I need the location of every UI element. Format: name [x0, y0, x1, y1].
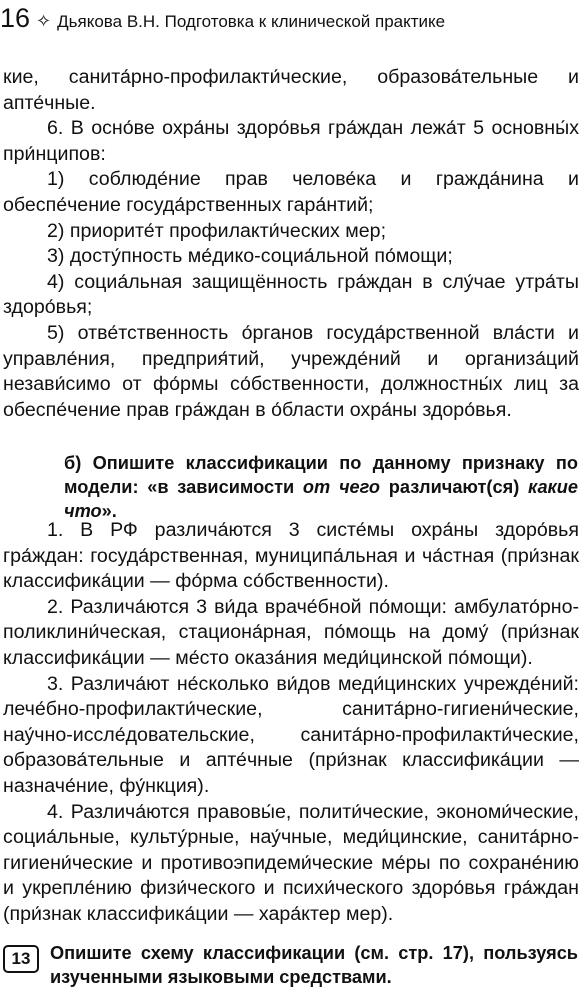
- paragraph: 4) социа́льная защищённость гра́ждан в слу́чае утра́ты здоро́вья;: [3, 270, 579, 319]
- text-block-principles: [3, 65, 579, 423]
- text-block-classifications: [3, 518, 579, 928]
- page-number: 16: [0, 3, 31, 33]
- paragraph: 1. В РФ различа́ются 3 систе́мы охра́ны здоро́вья гра́ждан: госуда́рственная, муниципа́льная и ча́стная (при́знак классифика́ции — фо́рма со́бственности).: [3, 519, 579, 593]
- task-text: ».: [101, 501, 117, 521]
- task-13-instruction: Опишите схему классификации (см. стр. 17), пользуясь изученными языковыми средствами.: [50, 943, 578, 987]
- task-b-instruction: [64, 451, 578, 523]
- task-text: б) Опишите классификации по данному признаку по модели: «в зависимости: [64, 453, 578, 497]
- paragraph: кие, санита́рно-профилакти́ческие, образова́тельные и апте́чные.: [3, 66, 579, 114]
- paragraph: 1) соблюде́ние прав челове́ка и гражда́нина и обеспе́чение госуда́рственных гара́нтий;: [3, 168, 579, 216]
- paragraph: 2) приорите́т профилакти́ческих мер;: [47, 219, 387, 242]
- running-title: Дьякова В.Н. Подготовка к клинической практике: [57, 12, 446, 31]
- task-emphasis: от чего: [302, 477, 381, 497]
- task-number-badge: 13: [3, 945, 39, 973]
- page-header: [0, 3, 445, 33]
- paragraph: 4. Различа́ются правовы́е, полити́ческие, экономи́ческие, социа́льные, культу́рные, нау́чные, меди́цинские, санита́рно-гигиени́ческие и противоэпидеми́ческие ме́ры по сохране́нию и укрепле́нию физи́ческого и психи́ческого здоро́вья гра́ждан (при́знак классифика́ции — хара́ктер мер).: [3, 800, 579, 925]
- paragraph: 3. Различа́ют не́сколько ви́дов меди́цинских учрежде́ний: лече́бно-профилакти́ческие, санита́рно-гигиени́ческие, нау́чно-иссле́довательские, санита́рно-профилакти́ческие, образова́тельные и апте́чные (при́знак классифика́ции — назначе́ние, фу́нкция).: [3, 672, 579, 797]
- paragraph: 6. В осно́ве охра́ны здоро́вья гра́ждан лежа́т 5 основны́х при́нципов:: [3, 117, 579, 165]
- paragraph: 3) досту́пность ме́дико-социа́льной по́мощи;: [47, 245, 453, 268]
- task-text: различают(ся): [380, 477, 528, 497]
- paragraph: 2. Различа́ются 3 ви́да враче́бной по́мощи: амбулато́рно-поликлини́ческая, стациона́рная, по́мощь на дому́ (при́знак классифика́ции — ме́сто оказа́ния меди́цинской по́мощи).: [3, 595, 579, 669]
- task-emphasis: какие что: [64, 477, 578, 521]
- star-icon: ✧: [36, 11, 52, 31]
- paragraph: 5) отве́тственность о́рганов госуда́рственной вла́сти и управле́ния, предприя́тий, учрежде́ний и организа́ций незави́симо от фо́рмы со́бственности, должностны́х лиц за обеспе́чение прав гра́ждан в о́бласти охра́ны здоро́вья.: [3, 321, 579, 421]
